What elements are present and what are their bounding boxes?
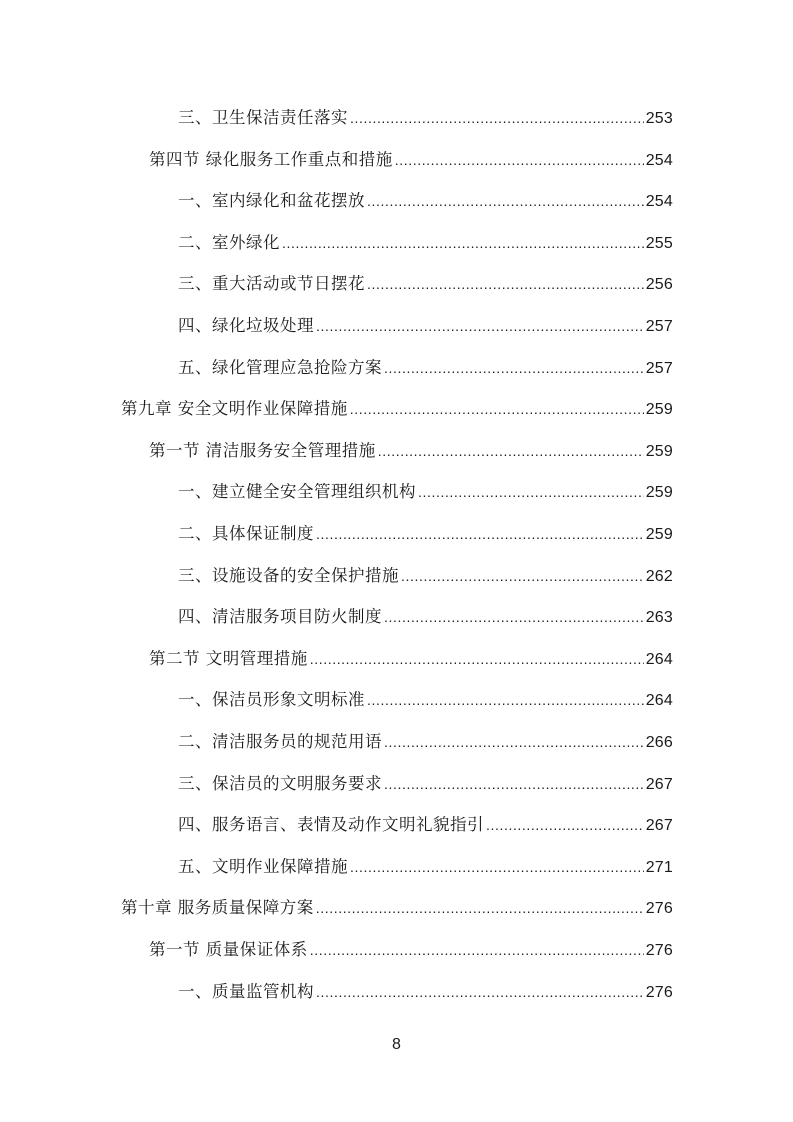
toc-entry[interactable]: [178, 847, 673, 887]
toc-entry[interactable]: [178, 98, 673, 138]
toc-entry-page: 264: [645, 692, 673, 710]
toc-entry-page: 253: [645, 110, 673, 127]
toc-dot-leader: [350, 98, 644, 138]
toc-entry-title: 三、卫生保洁责任落实: [178, 108, 348, 127]
toc-dot-leader: [316, 888, 644, 928]
toc-entry[interactable]: [178, 514, 673, 554]
toc-entry-title: 第一节 质量保证体系: [149, 940, 308, 959]
toc-entry-page: 266: [645, 734, 673, 751]
toc-entry[interactable]: [121, 888, 673, 928]
toc-entry-title: 三、设施设备的安全保护措施: [178, 565, 399, 585]
toc-entry-title: 一、建立健全安全管理组织机构: [178, 482, 416, 502]
toc-entry-page: 276: [645, 942, 673, 959]
toc-dot-leader: [310, 930, 644, 970]
toc-entry[interactable]: [178, 597, 673, 637]
toc-entry[interactable]: [178, 306, 673, 346]
toc-entry-title: 一、质量监管机构: [178, 981, 314, 1001]
toc-entry-title: 第九章 安全文明作业保障措施: [121, 399, 348, 419]
toc-dot-leader: [401, 556, 644, 596]
toc-dot-leader: [367, 680, 644, 720]
toc-entry-title: 第一节 清洁服务安全管理措施: [149, 440, 376, 460]
toc-dot-leader: [350, 389, 644, 429]
toc-dot-leader: [367, 181, 644, 221]
toc-entry[interactable]: [149, 140, 673, 180]
toc-entry-title: 一、室内绿化和盆花摆放: [178, 191, 365, 211]
toc-entry-page: 255: [645, 234, 673, 252]
toc-entry[interactable]: [178, 722, 673, 762]
toc-entry[interactable]: [178, 764, 673, 804]
toc-entry-page: 259: [645, 442, 673, 460]
toc-entry[interactable]: [149, 930, 673, 970]
toc-entry[interactable]: [178, 805, 673, 845]
toc-entry-page: 259: [645, 484, 673, 502]
toc-dot-leader: [384, 597, 644, 637]
toc-entry[interactable]: [149, 431, 673, 471]
toc-dot-leader: [395, 140, 644, 180]
toc-dot-leader: [384, 348, 644, 388]
toc-entry[interactable]: [121, 389, 673, 429]
toc-dot-leader: [418, 472, 644, 512]
toc-dot-leader: [486, 805, 644, 845]
toc-dot-leader: [378, 431, 644, 471]
toc-entry[interactable]: [149, 639, 673, 679]
toc-entry[interactable]: [178, 181, 673, 221]
toc-entry-title: 五、文明作业保障措施: [178, 856, 348, 876]
toc-dot-leader: [350, 847, 644, 887]
page-number: 8: [392, 1036, 401, 1053]
toc-entry-page: 257: [645, 359, 673, 377]
toc-entry-page: 256: [645, 276, 673, 294]
toc-dot-leader: [316, 306, 644, 346]
toc-entry-title: 第二节 文明管理措施: [149, 648, 308, 668]
toc-entry[interactable]: [178, 348, 673, 388]
toc-entry-page: 267: [645, 775, 673, 793]
toc-entry[interactable]: [178, 264, 673, 304]
toc-entry-title: 一、保洁员形象文明标准: [178, 690, 365, 710]
toc-entry-title: 二、清洁服务员的规范用语: [178, 732, 382, 751]
toc-dot-leader: [384, 722, 644, 762]
toc-entry-title: 第四节 绿化服务工作重点和措施: [149, 149, 393, 169]
toc-entry-page: 276: [645, 900, 673, 918]
toc-entry[interactable]: [178, 972, 673, 1012]
toc-entry-title: 四、绿化垃圾处理: [178, 316, 314, 335]
toc-entry-page: 276: [645, 983, 673, 1001]
toc-entry-page: 257: [645, 318, 673, 335]
toc-dot-leader: [316, 972, 644, 1012]
toc-entry[interactable]: [178, 556, 673, 596]
toc-entry-title: 第十章 服务质量保障方案: [121, 898, 314, 918]
toc-entry-title: 五、绿化管理应急抢险方案: [178, 357, 382, 377]
toc-entry-title: 二、室外绿化: [178, 232, 280, 252]
toc-entry-title: 四、清洁服务项目防火制度: [178, 607, 382, 627]
toc-entry-page: 254: [645, 151, 673, 169]
toc-entry-page: 271: [645, 858, 673, 876]
toc-entry-title: 三、重大活动或节日摆花: [178, 274, 365, 294]
toc-dot-leader: [367, 264, 644, 304]
toc-entry-page: 267: [645, 817, 673, 835]
toc-entry-page: 259: [645, 401, 673, 419]
toc-dot-leader: [282, 223, 644, 263]
toc-dot-leader: [310, 639, 644, 679]
toc-entry-title: 四、服务语言、表情及动作文明礼貌指引: [178, 815, 484, 835]
toc-dot-leader: [384, 764, 644, 804]
toc-entry-title: 三、保洁员的文明服务要求: [178, 773, 382, 793]
toc-entry[interactable]: [178, 223, 673, 263]
toc-entry-page: 263: [645, 609, 673, 627]
toc-entry[interactable]: [178, 472, 673, 512]
toc-dot-leader: [316, 514, 644, 554]
toc-entry-page: 259: [645, 526, 673, 543]
toc-entry-page: 254: [645, 193, 673, 211]
toc-entry[interactable]: [178, 680, 673, 720]
toc-entry-title: 二、具体保证制度: [178, 524, 314, 543]
toc-entry-page: 264: [645, 650, 673, 668]
toc-entry-page: 262: [645, 567, 673, 585]
